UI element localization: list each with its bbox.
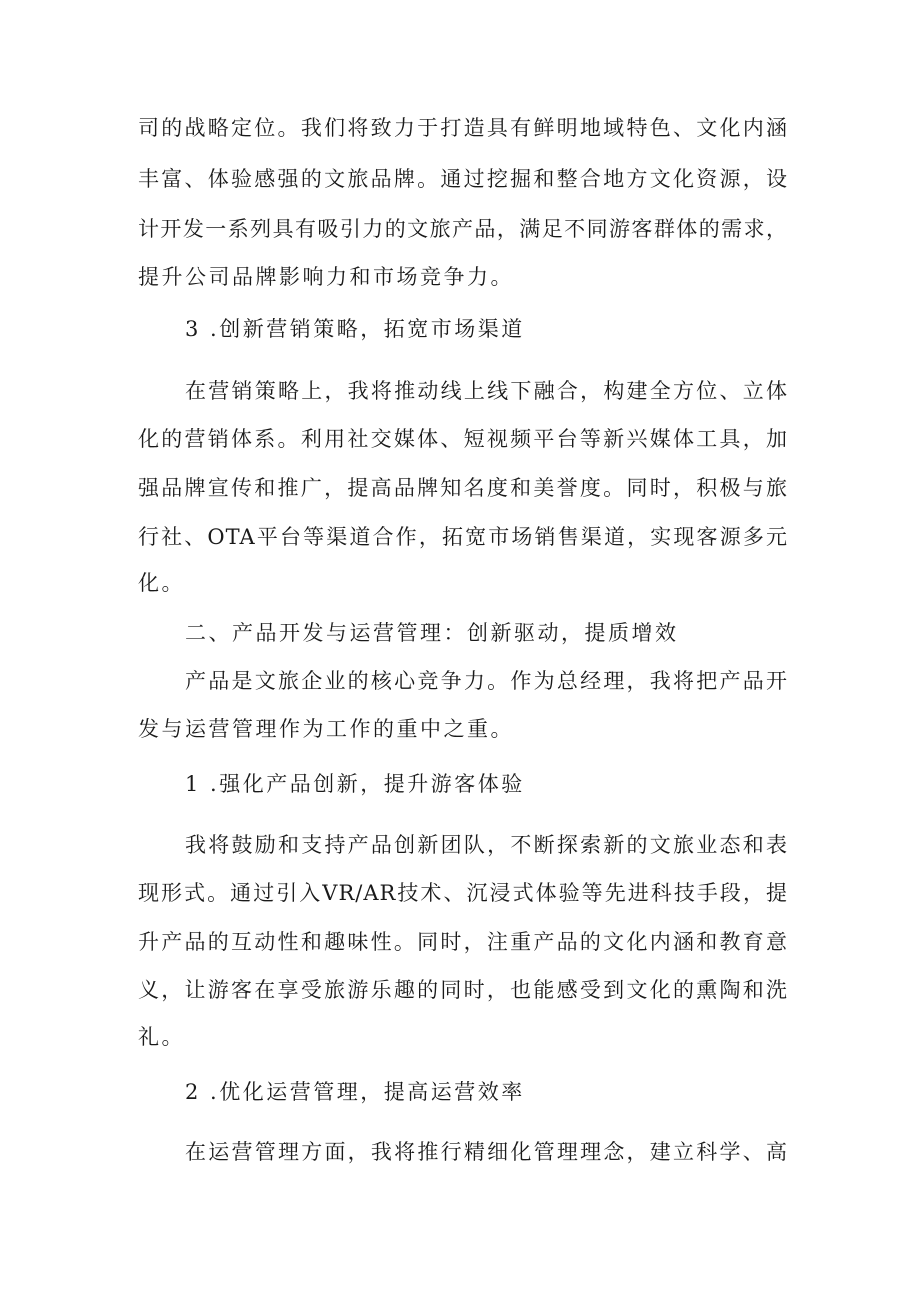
paragraph-line: 我将鼓励和支持产品创新团队，不断探索新的文旅业态和表 [185,833,788,857]
paragraph-line: 升产品的互动性和趣味性。同时，注重产品的文化内涵和教育意 [138,930,788,954]
paragraph-line: 司的战略定位。我们将致力于打造具有鲜明地域特色、文化内涵 [138,116,788,140]
paragraph-line: 化。 [138,571,185,595]
paragraph-line: 计开发一系列具有吸引力的文旅产品，满足不同游客群体的需求， [138,217,788,241]
paragraph-line: 产品是文旅企业的核心竞争力。作为总经理，我将把产品开 [185,669,788,693]
paragraph-line: 提升公司品牌影响力和市场竞争力。 [138,265,514,289]
section-heading: 2 .优化运营管理，提高运营效率 [185,1080,525,1104]
paragraph-line: 礼。 [138,1025,185,1049]
section-heading: 3 .创新营销策略，拓宽市场渠道 [185,317,525,341]
chapter-heading: 二、产品开发与运营管理：创新驱动，提质增效 [185,621,679,645]
paragraph-line: 发与运营管理作为工作的重中之重。 [138,717,514,741]
section-heading: 1 .强化产品创新，提升游客体验 [185,772,525,796]
paragraph-line: 丰富、体验感强的文旅品牌。通过挖掘和整合地方文化资源，设 [138,167,788,191]
paragraph-line: 现形式。通过引入VR/AR技术、沉浸式体验等先进科技手段，提 [138,881,788,905]
paragraph-line: 化的营销体系。利用社交媒体、短视频平台等新兴媒体工具，加 [138,427,788,451]
paragraph-line: 在营销策略上，我将推动线上线下融合，构建全方位、立体 [185,379,788,403]
paragraph-line: 行社、OTA平台等渠道合作，拓宽市场销售渠道，实现客源多元 [138,525,788,549]
paragraph-line: 义，让游客在享受旅游乐趣的同时，也能感受到文化的熏陶和洗 [138,978,788,1002]
paragraph-line: 强品牌宣传和推广，提高品牌知名度和美誉度。同时，积极与旅 [138,476,788,500]
paragraph-line: 在运营管理方面，我将推行精细化管理理念，建立科学、高 [185,1140,788,1164]
